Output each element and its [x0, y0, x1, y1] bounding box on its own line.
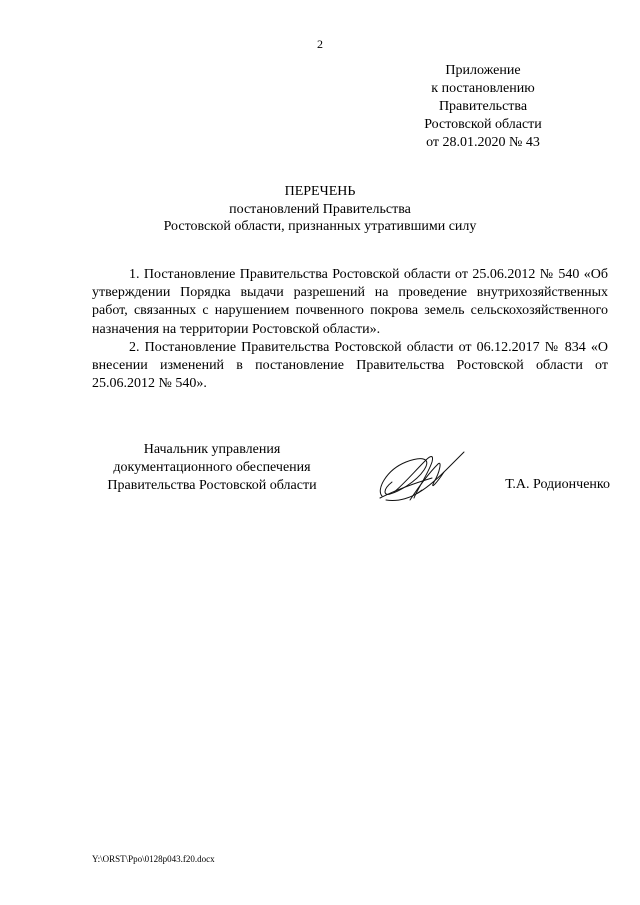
- document-body: [92, 266, 608, 393]
- file-path-footer: Y:\ORST\Ppo\0128p043.f20.docx: [92, 854, 215, 864]
- signer-name: Т.А. Родионченко: [505, 477, 610, 492]
- appendix-line: Правительства: [438, 99, 528, 114]
- title-subtitle: Ростовской области, признанных утратившими силу: [163, 219, 477, 234]
- document-title: [0, 183, 640, 236]
- position-line: документационного обеспечения: [113, 460, 311, 475]
- appendix-line: Ростовской области: [424, 117, 542, 132]
- position-line: Правительства Ростовской области: [107, 478, 317, 493]
- appendix-date-number: от 28.01.2020 № 43: [426, 135, 540, 150]
- appendix-line: к постановлению: [431, 81, 535, 96]
- title-heading: ПЕРЕЧЕНЬ: [284, 184, 356, 199]
- appendix-line: Приложение: [445, 63, 521, 78]
- appendix-header: [383, 62, 583, 152]
- title-subtitle: постановлений Правительства: [229, 201, 411, 217]
- list-item: 1. Постановление Правительства Ростовской области от 25.06.2012 № 540 «Об утверждении Порядка выдачи разрешений на проведение внутрихозяйственных работ, связанных с нарушением почвенного покрова земель сельскохозяйственного назначения на территории Ростовской области».: [92, 267, 608, 337]
- page-number: 2: [317, 37, 323, 51]
- list-item: 2. Постановление Правительства Ростовской области от 06.12.2017 № 834 «О внесении изменений в постановление Правительства Ростовской области от 25.06.2012 № 540».: [92, 339, 608, 392]
- signatory-position: [92, 441, 332, 495]
- handwritten-signature: [372, 448, 472, 510]
- position-line: Начальник управления: [143, 442, 281, 457]
